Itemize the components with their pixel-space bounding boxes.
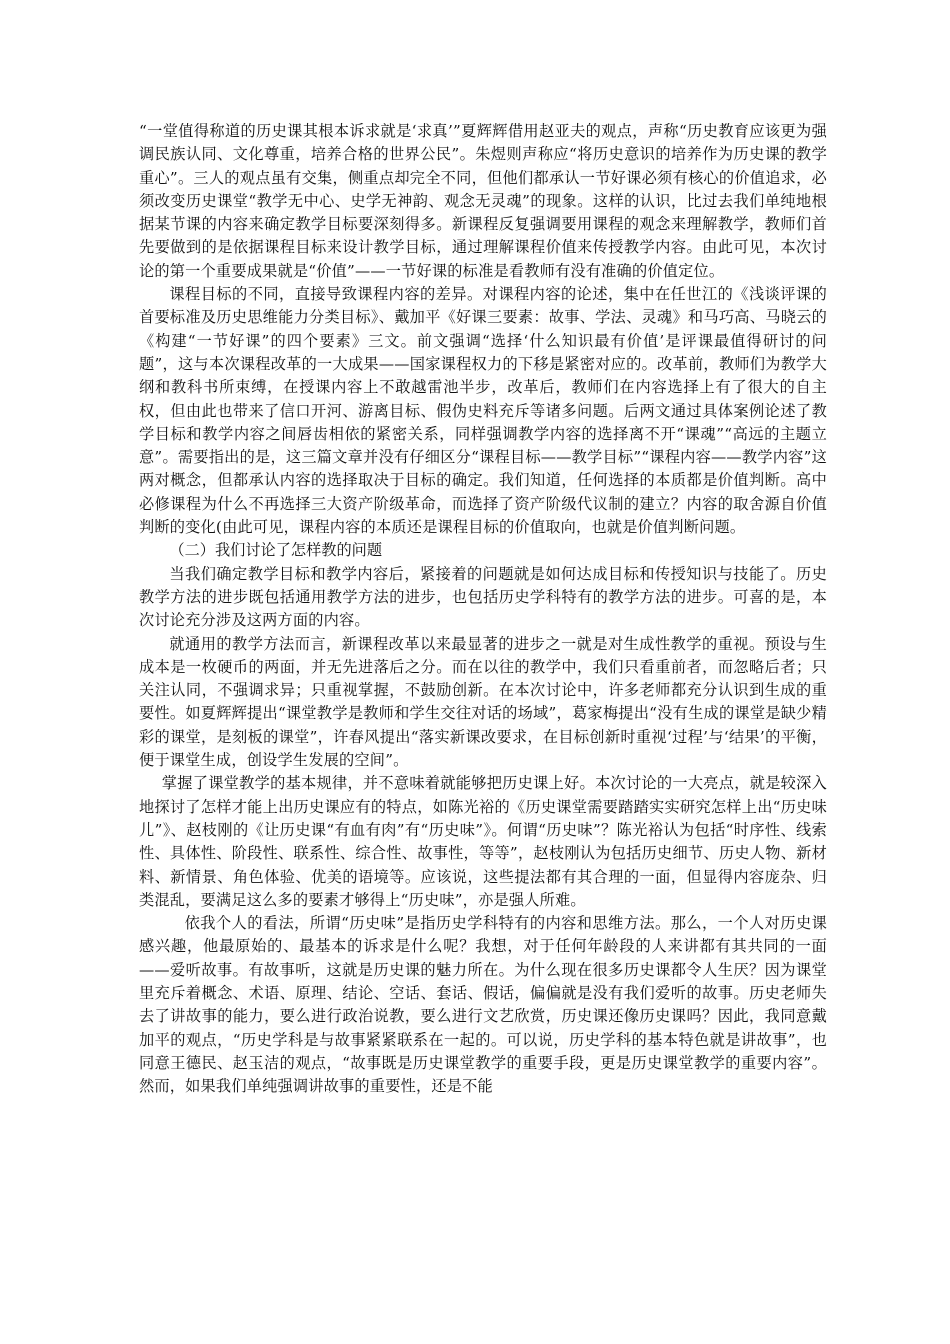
paragraph-1: “一堂值得称道的历史课其根本诉求就是‘求真’”夏辉辉借用赵亚夫的观点，声称“历史教育应该更为强调民族认同、文化尊重，培养合格的世界公民”。朱煜则声称应“将历史意识的培养作为历史课的教学重心”。三人的观点虽有交集，侧重点却完全不同，但他们都承认一节好课必须有核心的价值追求，必须改变历史课堂“教学无中心、史学无神韵、观念无灵魂”的现象。这样的认识，比过去我们单纯地根据某节课的内容来确定教学目标要深刻得多。新课程反复强调要用课程的观念来理解教学，教师们首先要做到的是依据课程目标来设计教学目标，通过理解课程价值来传授教学内容。由此可见，本次讨论的第一个重要成果就是“价值”——一节好课的标准是看教师有没有准确的价值定位。 [139, 122, 827, 280]
paragraph-4: 就通用的教学方法而言，新课程改革以来最显著的进步之一就是对生成性教学的重视。预设与生成本是一枚硬币的两面，并无先进落后之分。而在以往的教学中，我们只看重前者，而忽略后者；只关注认同，不强调求异；只重视掌握，不鼓励创新。在本次讨论中，许多老师都充分认识到生成的重要性。如夏辉辉提出“课堂教学是教师和学生交往对话的场域”，葛家梅提出“没有生成的课堂是缺少精彩的课堂，是刻板的课堂”，许春风提出“落实新课改要求，在目标创新时重视‘过程’与‘结果’的平衡，便于课堂生成，创设学生发展的空间”。 [139, 634, 827, 770]
paragraph-2: 课程目标的不同，直接导致课程内容的差异。对课程内容的论述，集中在任世江的《浅谈评课的首要标准及历史思维能力分类目标》、戴加平《好课三要素：故事、学法、灵魂》和马巧高、马晓云的《构建“一节好课”的四个要素》三文。前文强调“选择‘什么知识最有价值’是评课最值得研讨的问题”，这与本次课程改革的一大成果——国家课程权力的下移是紧密对应的。改革前，教师们为教学大纲和教科书所束缚，在授课内容上不敢越雷池半步，改革后，教师们在内容选择上有了很大的自主权，但由此也带来了信口开河、游离目标、假伪史料充斥等诸多问题。后两文通过具体案例论述了教学目标和教学内容之间唇齿相依的紧密关系，同样强调教学内容的选择离不开“课魂”“高远的主题立意”。需要指出的是，这三篇文章并没有仔细区分“课程目标——教学目标”“课程内容——教学内容”这两对概念，但都承认内容的选择取决于目标的确定。我们知道，任何选择的本质都是价值判断。高中必修课程为什么不再选择三大资产阶级革命，而选择了资产阶级代议制的建立？内容的取舍源自价值判断的变化(由此可见，课程内容的本质还是课程目标的价值取向，也就是价值判断问题。 [139, 285, 827, 537]
paragraph-6: 依我个人的看法，所谓“历史味”是指历史学科特有的内容和思维方法。那么，一个人对历史课感兴趣，他最原始的、最基本的诉求是什么呢？我想，对于任何年龄段的人来讲都有其共同的一面——爱听故事。有故事听，这就是历史课的魅力所在。为什么现在很多历史课都令人生厌？因为课堂里充斥着概念、术语、原理、结论、空话、套话、假话，偏偏就是没有我们爱听的故事。历史老师失去了讲故事的能力，要么进行政治说教，要么进行文艺欣赏，历史课还像历史课吗？因此，我同意戴加平的观点，“历史学科是与故事紧紧联系在一起的。可以说，历史学科的基本特色就是讲故事”，也同意王德民、赵玉洁的观点，“故事既是历史课堂教学的重要手段，更是历史课堂教学的重要内容”。然而，如果我们单纯强调讲故事的重要性，还是不能 [139, 914, 827, 1096]
section-heading: （二）我们讨论了怎样教的问题 [169, 541, 383, 560]
paragraph-3: 当我们确定教学目标和教学内容后，紧接着的问题就是如何达成目标和传授知识与技能了。历史教学方法的进步既包括通用教学方法的进步，也包括历史学科特有的教学方法的进步。可喜的是，本次讨论充分涉及这两方面的内容。 [139, 564, 827, 630]
document-body [139, 120, 827, 1098]
paragraph-5: 掌握了课堂教学的基本规律，并不意味着就能够把历史课上好。本次讨论的一大亮点，就是较深入地探讨了怎样才能上出历史课应有的特点，如陈光裕的《历史课堂需要踏踏实实研究怎样上出“历史味儿”》、赵枝刚的《让历史课“有血有肉”有“历史味”》。何谓“历史味”？陈光裕认为包括“时序性、线索性、具体性、阶段性、联系性、综合性、故事性，等等”，赵枝刚认为包括历史细节、历史人物、新材料、新情景、角色体验、优美的语境等。应该说，这些提法都有其合理的一面，但显得内容庞杂、归类混乱，要满足这么多的要素才够得上“历史味”，亦是强人所难。 [139, 774, 827, 909]
